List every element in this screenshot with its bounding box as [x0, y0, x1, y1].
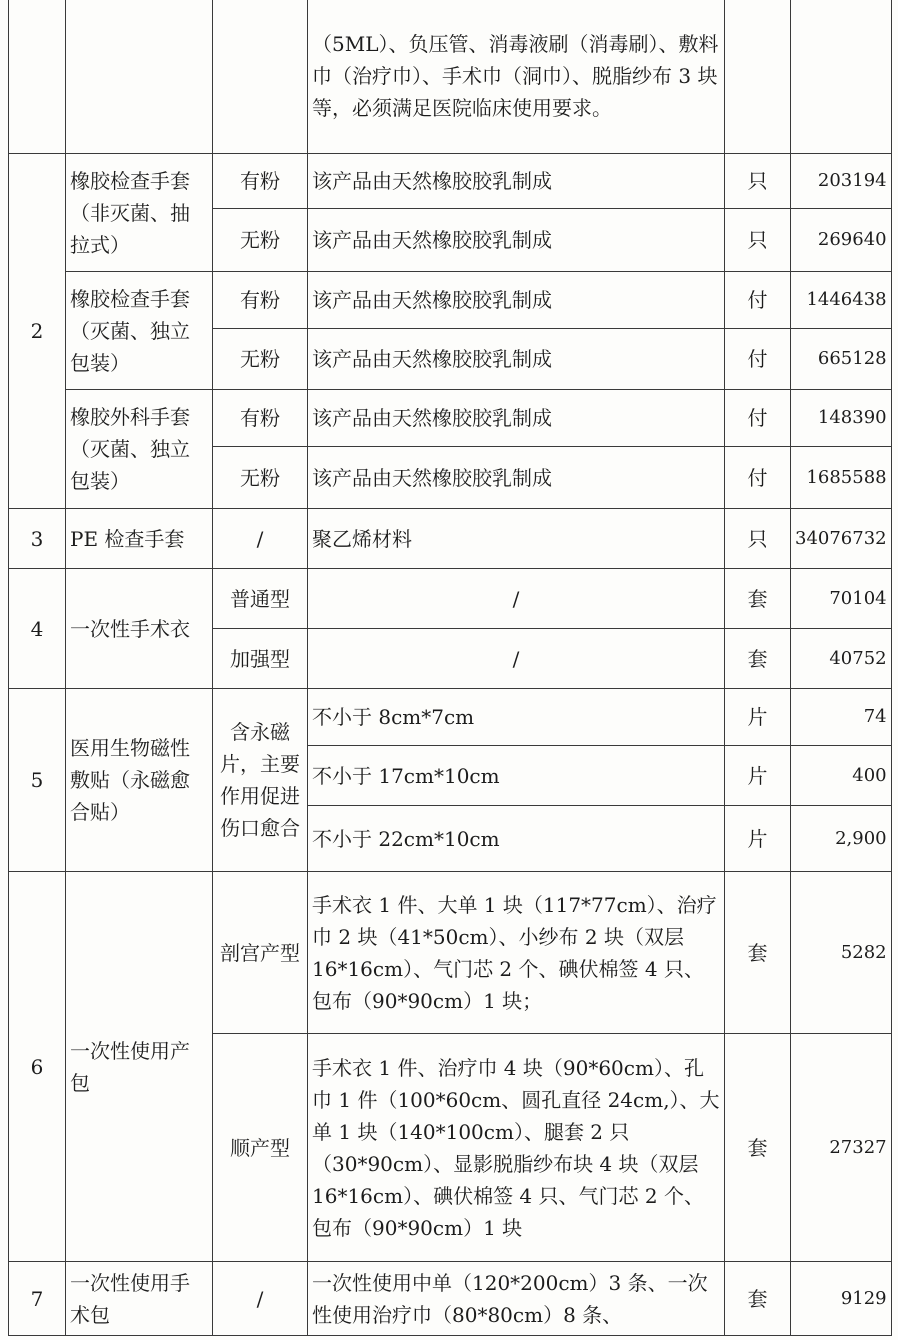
qty-cell: 5282 [791, 872, 892, 1034]
unit-cell: 只 [725, 209, 791, 272]
unit-cell: 片 [725, 806, 791, 872]
item-name: 橡胶检查手套（灭菌、独立包装） [66, 272, 213, 390]
table-row [9, 0, 892, 154]
qty-cell [791, 0, 892, 154]
spec-cell: 不小于 17cm*10cm [308, 746, 725, 806]
spec-cell: 该产品由天然橡胶胶乳制成 [308, 272, 725, 329]
type-cell: / [213, 1262, 308, 1336]
type-cell: 有粉 [213, 154, 308, 209]
table-row [9, 509, 892, 569]
type-cell: 有粉 [213, 390, 308, 447]
type-cell: 剖宫产型 [213, 872, 308, 1034]
unit-cell [725, 0, 791, 154]
item-name: 橡胶检查手套（非灭菌、抽拉式） [66, 154, 213, 272]
qty-cell: 70104 [791, 569, 892, 629]
unit-cell: 套 [725, 569, 791, 629]
unit-cell: 付 [725, 447, 791, 509]
qty-cell: 1685588 [791, 447, 892, 509]
type-cell: 无粉 [213, 329, 308, 390]
type-cell: 加强型 [213, 629, 308, 689]
item-name: PE 检查手套 [66, 509, 213, 569]
item-number: 7 [9, 1262, 66, 1336]
unit-cell: 只 [725, 509, 791, 569]
item-name: 医用生物磁性敷贴（永磁愈合贴） [66, 689, 213, 872]
qty-cell: 2,900 [791, 806, 892, 872]
type-cell: 无粉 [213, 447, 308, 509]
table-row [9, 1262, 892, 1336]
item-name: 一次性使用产包 [66, 872, 213, 1262]
procurement-table [8, 0, 892, 1336]
unit-cell: 付 [725, 329, 791, 390]
item-name: 橡胶外科手套（灭菌、独立包装） [66, 390, 213, 509]
type-cell [213, 0, 308, 154]
qty-cell: 400 [791, 746, 892, 806]
unit-cell: 片 [725, 689, 791, 746]
qty-cell: 9129 [791, 1262, 892, 1336]
type-cell: / [213, 509, 308, 569]
unit-cell: 只 [725, 154, 791, 209]
unit-cell: 套 [725, 1262, 791, 1336]
spec-cell: 该产品由天然橡胶胶乳制成 [308, 447, 725, 509]
spec-cell: 该产品由天然橡胶胶乳制成 [308, 329, 725, 390]
type-cell: 含永磁片，主要作用促进伤口愈合 [213, 689, 308, 872]
spec-cell: （5ML）、负压管、消毒液刷（消毒刷）、敷料巾（治疗巾）、手术巾（洞巾）、脱脂纱布 3 块等，必须满足医院临床使用要求。 [308, 0, 725, 154]
unit-cell: 套 [725, 629, 791, 689]
type-cell: 无粉 [213, 209, 308, 272]
table-row [9, 689, 892, 746]
spec-cell: / [308, 569, 725, 629]
type-cell: 有粉 [213, 272, 308, 329]
table-row [9, 569, 892, 629]
item-name: 一次性手术衣 [66, 569, 213, 689]
qty-cell: 665128 [791, 329, 892, 390]
unit-cell: 付 [725, 272, 791, 329]
spec-cell: 手术衣 1 件、大单 1 块（117*77cm）、治疗巾 2 块（41*50cm）、小纱布 2 块（双层 16*16cm）、气门芯 2 个、碘伏棉签 4 只、包布（90*90cm）1 块； [308, 872, 725, 1034]
qty-cell: 74 [791, 689, 892, 746]
spec-cell: 该产品由天然橡胶胶乳制成 [308, 209, 725, 272]
item-name: 一次性使用手术包 [66, 1262, 213, 1336]
table-row [9, 872, 892, 1034]
spec-cell: 聚乙烯材料 [308, 509, 725, 569]
unit-cell: 套 [725, 872, 791, 1034]
table-row [9, 390, 892, 447]
spec-cell: / [308, 629, 725, 689]
qty-cell: 1446438 [791, 272, 892, 329]
type-cell: 普通型 [213, 569, 308, 629]
spec-cell: 不小于 22cm*10cm [308, 806, 725, 872]
item-number: 3 [9, 509, 66, 569]
type-cell: 顺产型 [213, 1034, 308, 1262]
qty-cell: 203194 [791, 154, 892, 209]
spec-cell: 不小于 8cm*7cm [308, 689, 725, 746]
no-cell [9, 0, 66, 154]
unit-cell: 片 [725, 746, 791, 806]
spec-cell: 手术衣 1 件、治疗巾 4 块（90*60cm）、孔巾 1 件（100*60cm、圆孔直径 24cm,）、大单 1 块（140*100cm）、腿套 2 只（30*90cm）、显影脱脂纱布块 4 块（双层 16*16cm）、碘伏棉签 4 只、气门芯 2 个、包布（90*90cm）1 块 [308, 1034, 725, 1262]
spec-cell: 该产品由天然橡胶胶乳制成 [308, 154, 725, 209]
unit-cell: 套 [725, 1034, 791, 1262]
item-number: 4 [9, 569, 66, 689]
table-row [9, 272, 892, 329]
qty-cell: 148390 [791, 390, 892, 447]
name-cell [66, 0, 213, 154]
qty-cell: 40752 [791, 629, 892, 689]
qty-cell: 27327 [791, 1034, 892, 1262]
item-number: 2 [9, 154, 66, 509]
qty-cell: 34076732 [791, 509, 892, 569]
table-row [9, 154, 892, 209]
unit-cell: 付 [725, 390, 791, 447]
qty-cell: 269640 [791, 209, 892, 272]
item-number: 5 [9, 689, 66, 872]
spec-cell: 该产品由天然橡胶胶乳制成 [308, 390, 725, 447]
spec-cell: 一次性使用中单（120*200cm）3 条、一次性使用治疗巾（80*80cm）8 条、 [308, 1262, 725, 1336]
item-number: 6 [9, 872, 66, 1262]
